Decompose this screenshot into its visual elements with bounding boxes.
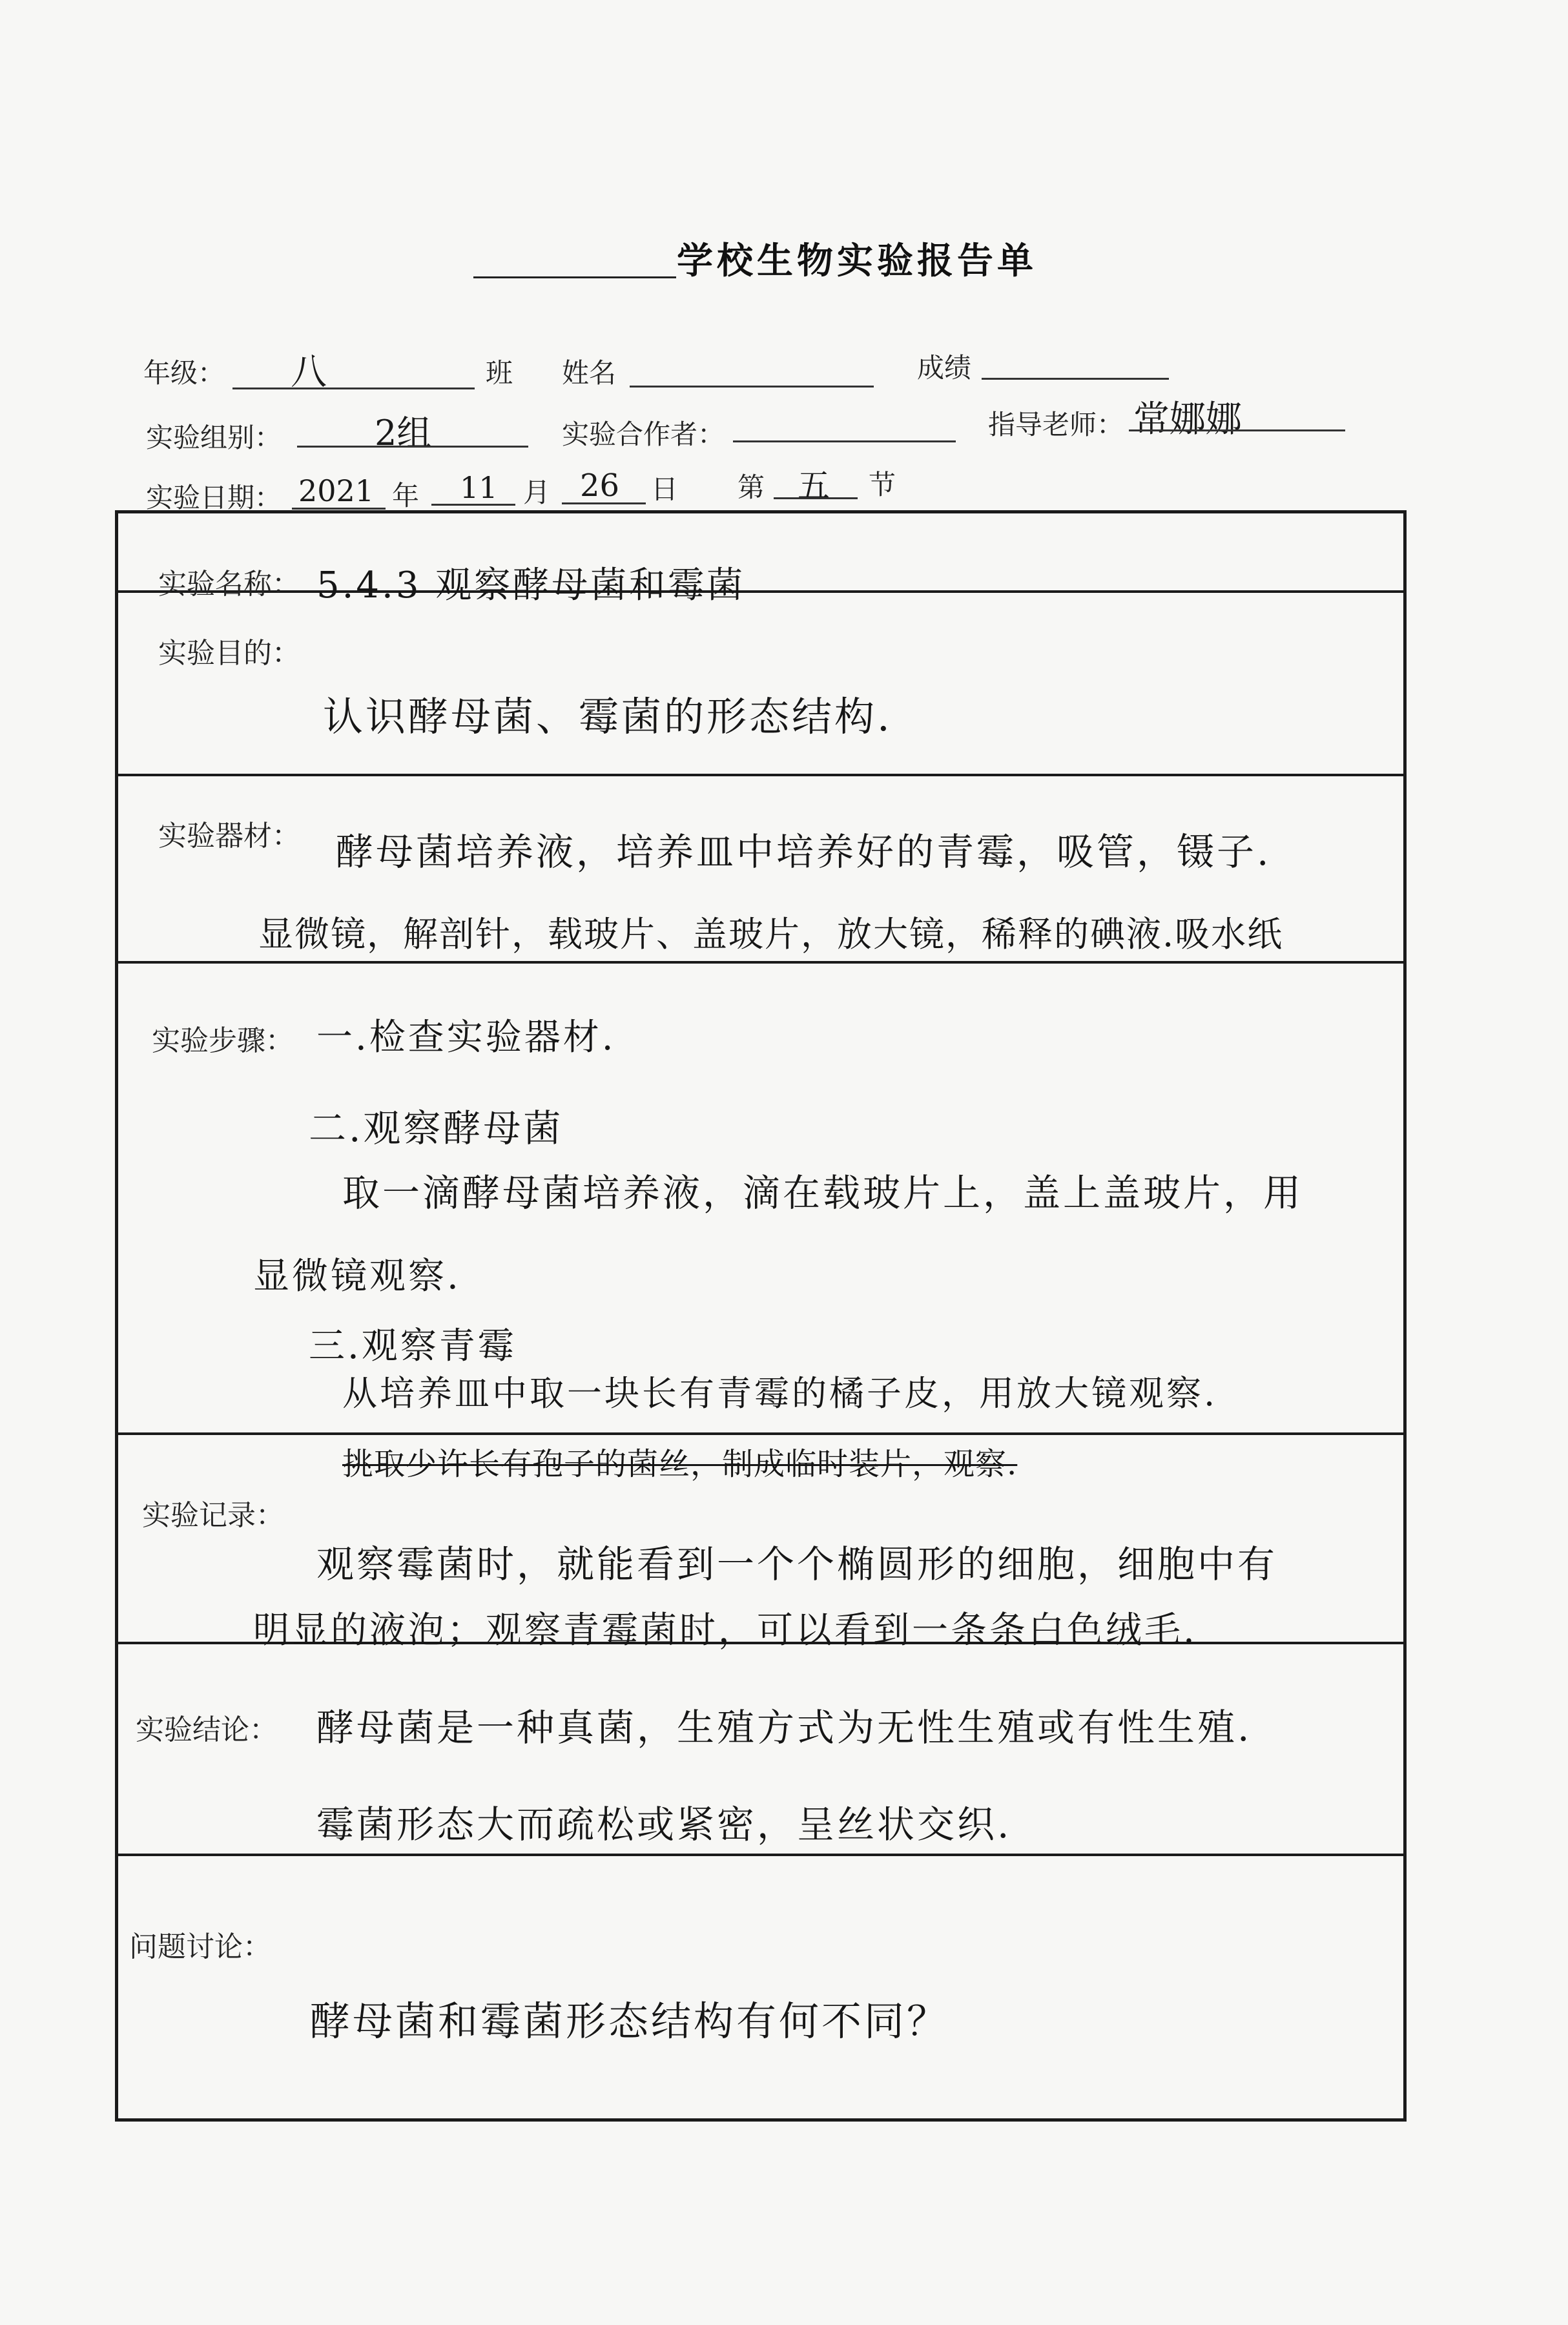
record-line-1: 观察霉菌时，就能看到一个个椭圆形的细胞，细胞中有 xyxy=(316,1542,1278,1586)
month-underline xyxy=(431,504,515,506)
step-1: 一.检查实验器材. xyxy=(316,1017,616,1059)
conclusion-line-2: 霉菌形态大而疏松或紧密，呈丝状交织. xyxy=(316,1803,1012,1846)
divider-materials xyxy=(115,961,1407,964)
divider-steps xyxy=(115,1432,1407,1435)
step-3-line-1: 从培养皿中取一块长有青霉的橘子皮，用放大镜观察. xyxy=(342,1373,1218,1414)
discussion-text: 酵母菌和霉菌形态结构有何不同？ xyxy=(310,1998,950,2045)
discussion-section-label: 问题讨论： xyxy=(129,1930,271,1963)
partner-underline xyxy=(733,440,956,442)
group-value: 2组 xyxy=(375,413,432,453)
period-underline xyxy=(774,497,858,499)
score-label: 成绩 xyxy=(917,352,972,384)
step-2-line-1: 取一滴酵母菌培养液，滴在载玻片上，盖上盖玻片，用 xyxy=(342,1171,1304,1215)
day-label: 日 xyxy=(651,473,679,505)
month-value: 11 xyxy=(460,470,498,505)
day-underline xyxy=(562,502,646,504)
divider-name xyxy=(115,590,1407,593)
materials-section-label: 实验器材： xyxy=(158,820,300,852)
experiment-name: 5.4.3 观察酵母菌和霉菌 xyxy=(316,564,746,606)
partner-label: 实验合作者： xyxy=(562,418,725,450)
step-3-struck-line: 挑取少许长有孢子的菌丝，制成临时装片，观察. xyxy=(342,1446,1018,1482)
period-prefix: 第 xyxy=(738,471,765,503)
month-label: 月 xyxy=(523,477,551,508)
teacher-label: 指导老师： xyxy=(988,409,1124,440)
grade-label: 年级： xyxy=(143,357,225,389)
grade-underline xyxy=(232,388,475,389)
teacher-underline xyxy=(1129,429,1345,431)
group-label: 实验组别： xyxy=(146,422,282,453)
grade-value: 八 xyxy=(291,351,327,393)
date-label: 实验日期： xyxy=(146,482,282,513)
materials-line-1: 酵母菌培养液，培养皿中培养好的青霉，吸管，镊子. xyxy=(336,830,1272,874)
step-2-line-2: 显微镜观察. xyxy=(253,1256,461,1297)
record-line-2: 明显的液泡；观察青霉菌时，可以看到一条条白色绒毛. xyxy=(253,1609,1197,1651)
record-section-label: 实验记录： xyxy=(142,1499,284,1532)
report-table xyxy=(115,510,1407,2122)
purpose-section-label: 实验目的： xyxy=(158,637,300,670)
period-value: 五 xyxy=(798,467,830,504)
materials-line-2: 显微镜，解剖针，载玻片、盖玻片，放大镜，稀释的碘液.吸水纸 xyxy=(258,914,1284,955)
name-label: 姓名 xyxy=(562,357,617,389)
conclusion-line-1: 酵母菌是一种真菌，生殖方式为无性生殖或有性生殖. xyxy=(316,1706,1252,1750)
purpose-text: 认识酵母菌、霉菌的形态结构. xyxy=(323,693,892,740)
school-name-blank xyxy=(473,276,676,278)
period-suffix: 节 xyxy=(869,469,896,501)
divider-purpose xyxy=(115,774,1407,776)
conclusion-section-label: 实验结论： xyxy=(136,1713,278,1746)
step-3-title: 三.观察青霉 xyxy=(309,1325,517,1367)
teacher-signature: 常娜娜 xyxy=(1133,398,1242,440)
year-label: 年 xyxy=(392,480,420,512)
score-underline xyxy=(982,378,1169,380)
group-underline xyxy=(297,446,528,448)
class-label: 班 xyxy=(486,357,513,389)
report-title: 学校生物实验报告单 xyxy=(677,240,1037,282)
name-section-label: 实验名称： xyxy=(158,568,300,601)
day-value: 26 xyxy=(580,468,620,504)
step-2-title: 二.观察酵母菌 xyxy=(309,1106,564,1150)
year-value: 2021 xyxy=(298,473,375,508)
name-underline xyxy=(630,386,874,388)
divider-conclusion xyxy=(115,1854,1407,1856)
steps-section-label: 实验步骤： xyxy=(152,1024,294,1057)
year-underline xyxy=(292,508,386,510)
